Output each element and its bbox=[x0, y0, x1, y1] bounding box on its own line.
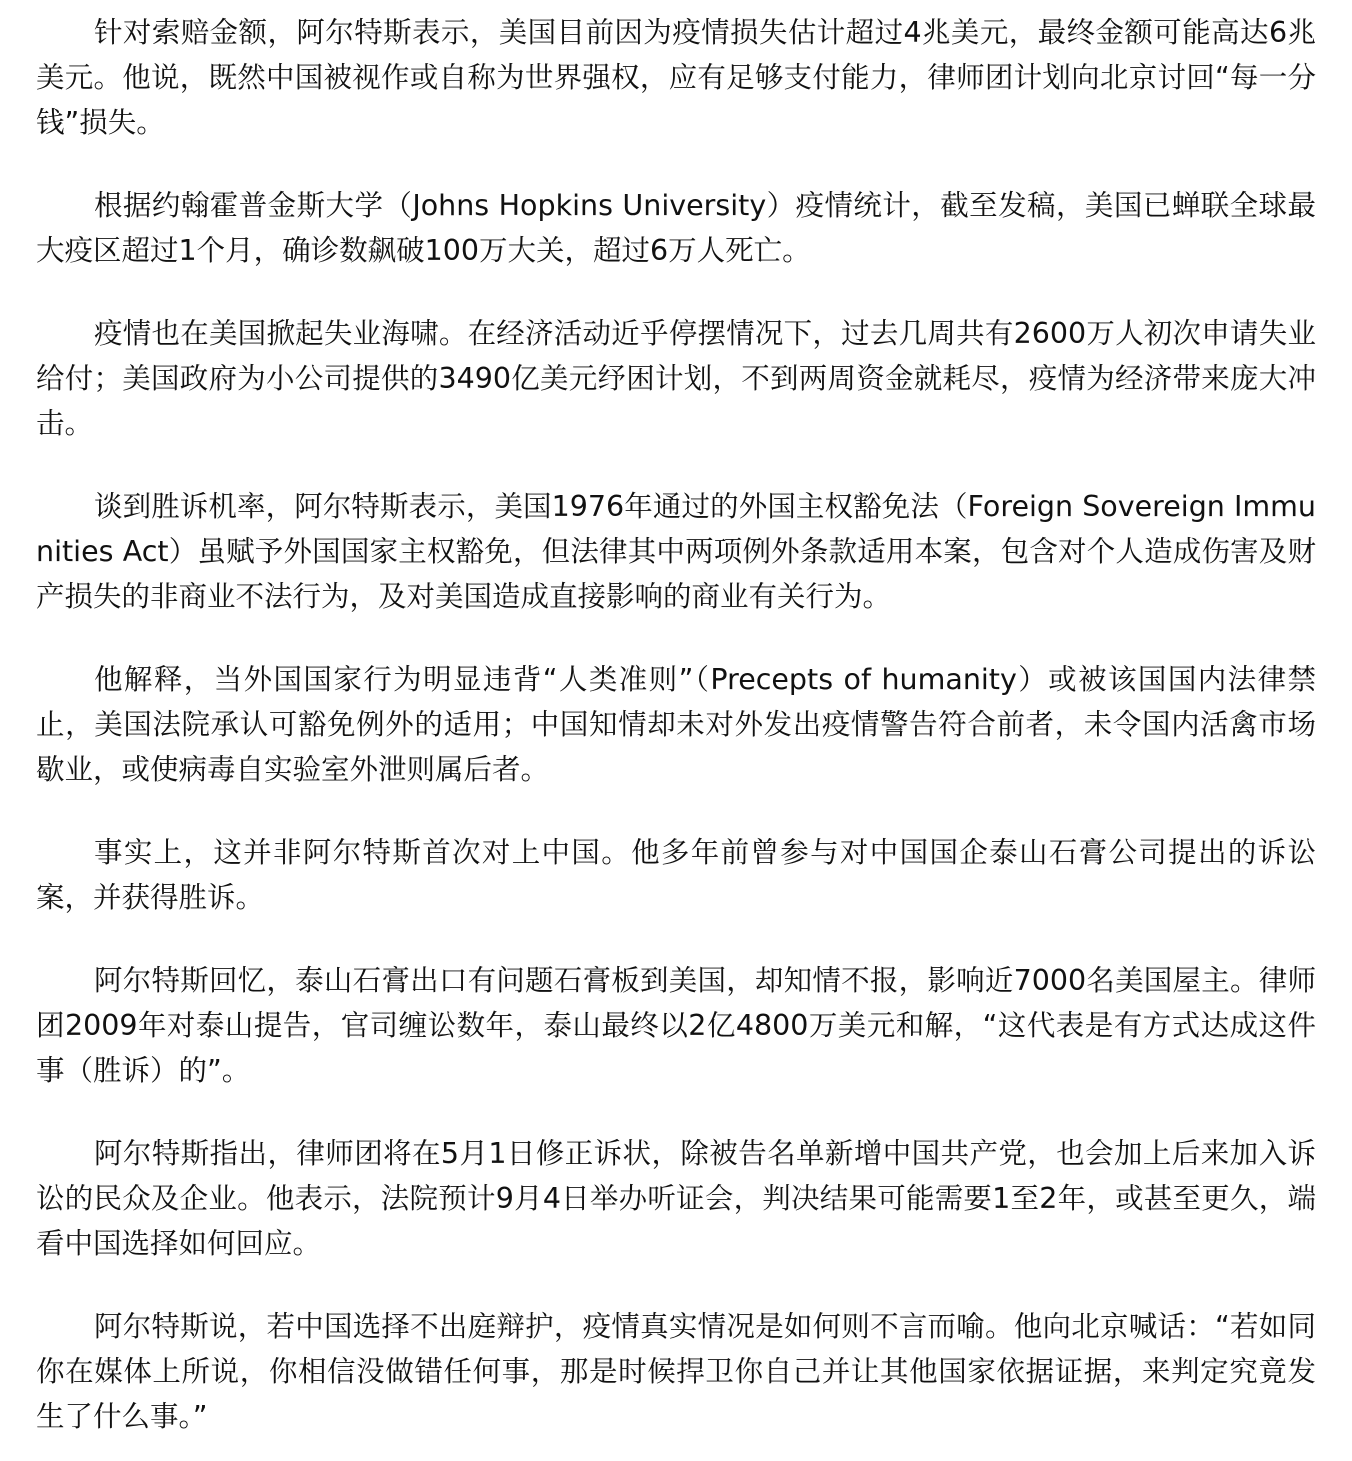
paragraph-fsia-exceptions: 谈到胜诉机率，阿尔特斯表示，美国1976年通过的外国主权豁免法（Foreign Sovereign Immunities Act）虽赋予外国国家主权豁免，但法律其中两项例外条款适用本案，包含对个人造成伤害及财产损失的非商业不法行为，及对美国造成直接影响的商业有关行为。 bbox=[36, 490, 1316, 613]
paragraph-prior-case: 事实上，这并非阿尔特斯首次对上中国。他多年前曾参与对中国国企泰山石膏公司提出的诉讼案，并获得胜诉。 bbox=[36, 836, 1316, 914]
paragraph-amended-complaint: 阿尔特斯指出，律师团将在5月1日修正诉状，除被告名单新增中国共产党，也会加上后来加入诉讼的民众及企业。他表示，法院预计9月4日举办听证会，判决结果可能需要1至2年，或甚至更久，端看中国选择如何回应。 bbox=[36, 1137, 1316, 1260]
paragraph-jhu-statistics: 根据约翰霍普金斯大学（Johns Hopkins University）疫情统计，截至发稿，美国已蝉联全球最大疫区超过1个月，确诊数飙破100万大关，超过6万人死亡。 bbox=[36, 189, 1316, 267]
paragraph-unemployment: 疫情也在美国掀起失业海啸。在经济活动近乎停摆情况下，过去几周共有2600万人初次申请失业给付；美国政府为小公司提供的3490亿美元纾困计划，不到两周资金就耗尽，疫情为经济带来庞大冲击。 bbox=[36, 317, 1316, 440]
paragraph-claim-amount: 针对索赔金额，阿尔特斯表示，美国目前因为疫情损失估计超过4兆美元，最终金额可能高达6兆美元。他说，既然中国被视作或自称为世界强权，应有足够支付能力，律师团计划向北京讨回“每一分钱”损失。 bbox=[36, 16, 1316, 139]
paragraph-message-to-beijing: 阿尔特斯说，若中国选择不出庭辩护，疫情真实情况是如何则不言而喻。他向北京喊话：“若如同你在媒体上所说，你相信没做错任何事，那是时候捍卫你自己并让其他国家依据证据，来判定究竟发生了什么事。” bbox=[36, 1310, 1316, 1433]
paragraph-taishan-gypsum: 阿尔特斯回忆，泰山石膏出口有问题石膏板到美国，却知情不报，影响近7000名美国屋主。律师团2009年对泰山提告，官司缠讼数年，泰山最终以2亿4800万美元和解，“这代表是有方式达成这件事（胜诉）的”。 bbox=[36, 964, 1316, 1087]
paragraph-precepts-of-humanity: 他解释，当外国国家行为明显违背“人类准则”（Precepts of humanity）或被该国国内法律禁止，美国法院承认可豁免例外的适用；中国知情却未对外发出疫情警告符合前者，未令国内活禽市场歇业，或使病毒自实验室外泄则属后者。 bbox=[36, 663, 1316, 786]
